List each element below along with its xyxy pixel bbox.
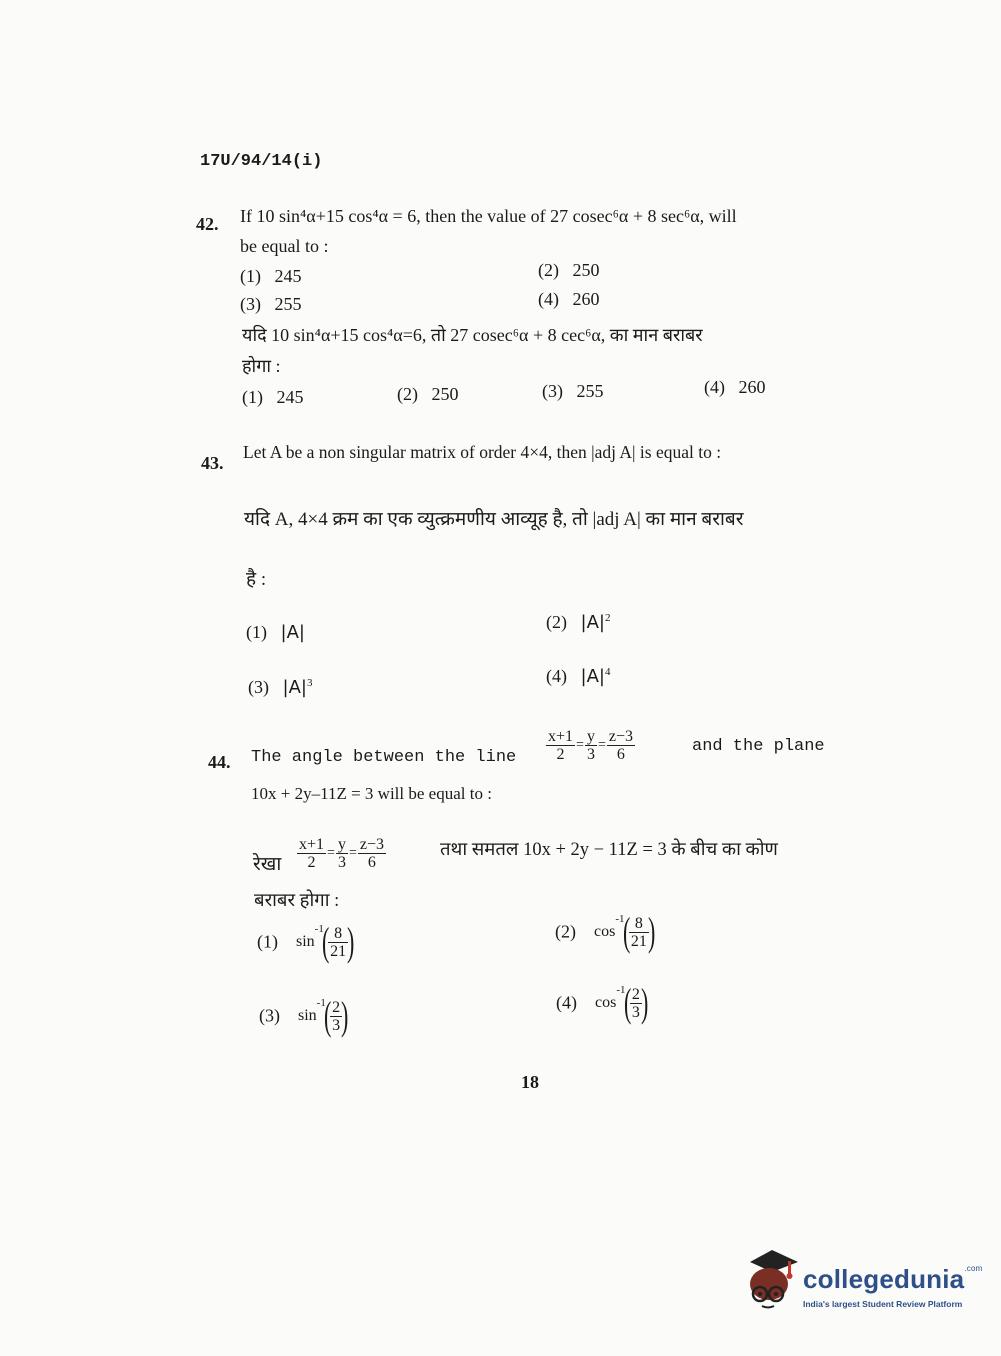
question-number-42: 42. — [196, 214, 219, 234]
fraction — [629, 915, 649, 950]
paper-code: 17U/94/14(i) — [200, 152, 323, 171]
fraction — [328, 925, 348, 960]
option-label: (3) — [259, 1005, 280, 1026]
q44-option-4: (4) $\cos^{-1}$( $\frac{2}{3}$ ) — [556, 980, 649, 1025]
numerator: x+1 — [548, 728, 574, 745]
q44-english-pre: The angle between the line — [251, 748, 517, 767]
option-value: |A| — [282, 677, 307, 698]
q44-hindi-line2: बराबर होगा : — [254, 891, 340, 911]
option-label: (3) — [240, 294, 261, 314]
inverse-exponent: -1 — [316, 997, 326, 1010]
option-label: (2) — [538, 260, 559, 280]
option-label: (2) — [546, 612, 567, 632]
denominator: 21 — [630, 932, 647, 950]
denominator: 3 — [631, 1003, 640, 1021]
denominator: 2 — [307, 854, 316, 871]
option-value: 250 — [572, 260, 600, 280]
numerator: 8 — [328, 925, 348, 943]
q44-option-3: (3) $\sin^{-1}$( $\frac{2}{3}$ ) — [259, 993, 349, 1038]
equals-sign: = — [597, 737, 606, 753]
numerator: y — [586, 728, 595, 745]
option-value: 245 — [274, 266, 302, 286]
q44-english-post: and the plane — [692, 737, 825, 756]
option-value: 245 — [276, 387, 304, 407]
q43-option-4 — [546, 666, 610, 687]
q44-option-1: (1) $\sin^{-1}$( $\frac{8}{21}$ ) — [257, 919, 355, 964]
numerator: 2 — [631, 985, 640, 1003]
option-label: (2) — [397, 384, 418, 404]
denominator: 6 — [616, 746, 625, 763]
option-label: (4) — [556, 992, 577, 1013]
q42-hindi-option-3 — [542, 381, 604, 402]
fraction — [585, 728, 597, 763]
question-number-44: 44. — [208, 752, 231, 772]
option-value: 255 — [274, 294, 302, 314]
option-label: (4) — [546, 666, 567, 686]
numerator: z−3 — [608, 728, 633, 745]
numerator: z−3 — [359, 836, 384, 853]
equals-sign: = — [327, 845, 335, 861]
option-label: (1) — [242, 387, 263, 407]
inverse-exponent: -1 — [615, 913, 625, 926]
trig-function: sin — [296, 933, 315, 950]
option-value: 250 — [431, 384, 459, 404]
q42-hindi-line2: होगा : — [242, 356, 281, 376]
option-label: (3) — [248, 677, 269, 697]
q43-option-2 — [546, 612, 610, 633]
option-exponent: 2 — [604, 612, 611, 624]
q43-option-3 — [248, 677, 312, 698]
brand-text: collegedunia — [803, 1264, 965, 1294]
option-label: (2) — [555, 921, 576, 942]
denominator: 3 — [332, 1016, 341, 1034]
denominator: 3 — [337, 854, 346, 871]
inverse-exponent: -1 — [616, 984, 626, 997]
collegedunia-mascot-icon — [742, 1248, 802, 1312]
q43-english-text: Let A be a non singular matrix of order 4×4, then |adj A| is equal to : — [243, 442, 722, 462]
denominator: 3 — [586, 746, 595, 763]
option-exponent: 3 — [306, 677, 313, 689]
option-value: 260 — [572, 289, 600, 309]
question-number-43: 43. — [201, 453, 224, 473]
q43-option-1 — [246, 622, 305, 643]
brand-suffix: .com — [964, 1264, 983, 1273]
q42-hindi-option-1 — [242, 387, 304, 408]
option-label: (3) — [542, 381, 563, 401]
option-label: (4) — [704, 377, 725, 397]
fraction — [297, 836, 326, 871]
option-label: (4) — [538, 289, 559, 309]
option-value: |A| — [580, 612, 605, 633]
option-exponent: 4 — [604, 666, 611, 678]
denominator: 6 — [367, 854, 376, 871]
q42-option-2 — [538, 260, 600, 281]
numerator: 2 — [332, 998, 341, 1016]
q44-line-equation — [545, 728, 636, 763]
brand-name — [803, 1264, 982, 1295]
brand-tagline: India's largest Student Review Platform — [803, 1299, 963, 1309]
option-label: (1) — [240, 266, 261, 286]
option-label: (1) — [246, 622, 267, 642]
q44-hindi-post: तथा समतल 10x + 2y − 11Z = 3 के बीच का कोण — [440, 840, 778, 860]
option-label: (1) — [257, 931, 278, 952]
q43-hindi-line2: है : — [246, 569, 267, 590]
q42-hindi-option-2 — [397, 384, 459, 405]
denominator: 21 — [330, 942, 347, 960]
equals-sign: = — [576, 737, 584, 753]
q42-hindi-option-4 — [704, 377, 766, 398]
q42-hindi-line1: यदि 10 sin⁴α+15 cos⁴α=6, तो 27 cosec⁶α + 8 cec⁶α, का मान बराबर — [242, 325, 703, 345]
numerator: y — [337, 836, 346, 853]
fraction — [358, 836, 386, 871]
trig-function: cos — [595, 994, 617, 1011]
q44-english-line2: 10x + 2y–11Z = 3 will be equal to : — [251, 784, 492, 803]
denominator: 2 — [556, 746, 565, 763]
fraction — [607, 728, 635, 763]
numerator: 8 — [629, 915, 649, 933]
q42-option-1 — [240, 266, 302, 287]
numerator: x+1 — [299, 836, 325, 853]
page-number: 18 — [521, 1072, 539, 1092]
option-value: |A| — [280, 622, 305, 643]
q44-hindi-pre: रेखा — [253, 854, 282, 875]
fraction — [546, 728, 575, 763]
trig-function: cos — [594, 923, 616, 940]
inverse-exponent: -1 — [314, 923, 324, 936]
q42-option-3 — [240, 294, 302, 315]
q42-english-line1: If 10 sin⁴α+15 cos⁴α = 6, then the value of 27 cosec⁶α + 8 sec⁶α, will — [240, 206, 737, 226]
option-value: |A| — [580, 666, 605, 687]
option-value: 260 — [738, 377, 766, 397]
q44-option-2: (2) $\cos^{-1}$( $\frac{8}{21}$ ) — [555, 909, 656, 954]
equals-sign: = — [348, 845, 357, 861]
trig-function: sin — [298, 1007, 317, 1024]
fraction — [336, 836, 348, 871]
q43-hindi-line1: यदि A, 4×4 क्रम का एक व्युत्क्रमणीय आव्यूह है, तो |adj A| का मान बराबर — [244, 509, 744, 530]
q44-hindi-line-equation — [296, 836, 387, 871]
q42-option-4 — [538, 289, 600, 310]
option-value: 255 — [576, 381, 604, 401]
q42-english-line2: be equal to : — [240, 236, 329, 256]
